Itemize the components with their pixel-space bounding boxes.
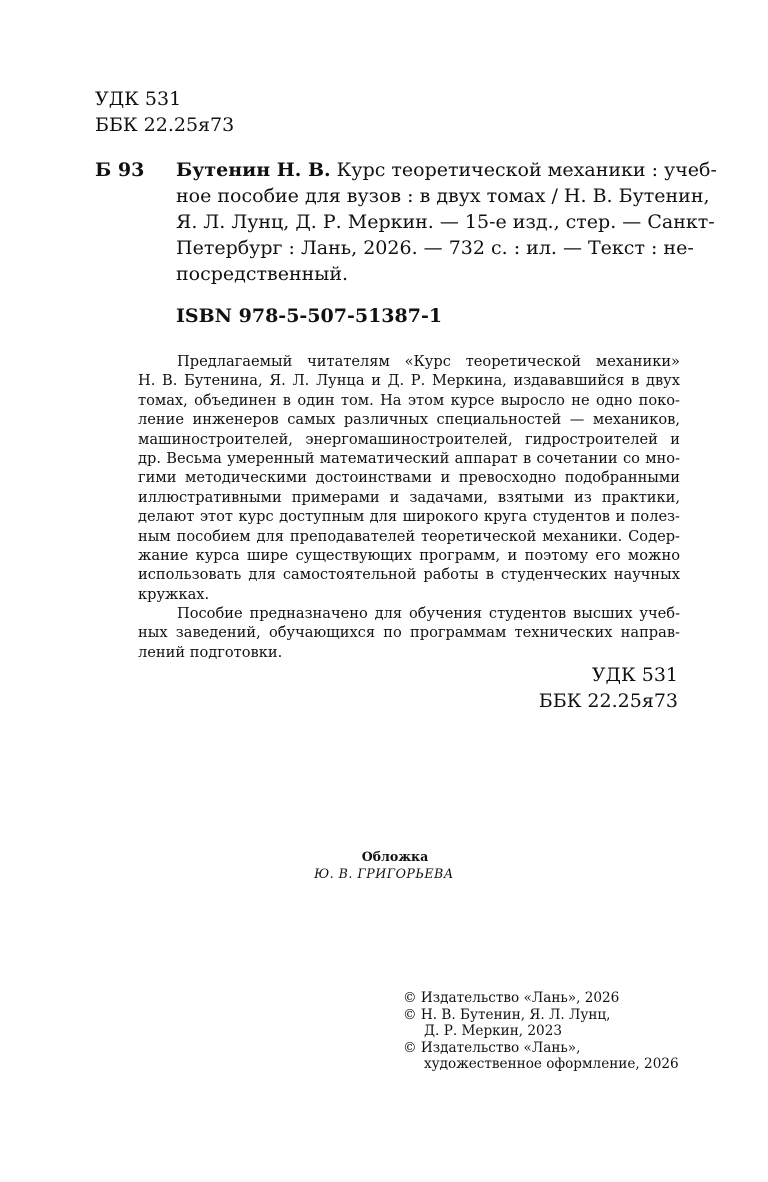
copyright-line: © Н. В. Бутенин, Я. Л. Лунц,	[403, 1006, 611, 1023]
isbn: ISBN 978-5-507-51387-1	[176, 305, 443, 327]
annotation-line: ным пособием для преподавателей теоретической механики. Содер-	[138, 527, 680, 545]
cover-credit	[0, 848, 768, 882]
copyright-line: © Издательство «Лань», 2026	[403, 990, 620, 1006]
udk-code: УДК 531	[591, 664, 678, 686]
description-line: Петербург : Лань, 2026. — 732 с. : ил. — Текст : не-	[176, 237, 694, 259]
bbk-code: ББК 22.25я73	[95, 114, 235, 136]
description-line	[176, 157, 717, 183]
annotation-line: др. Весьма умеренный математический аппарат в сочетании со мно-	[138, 449, 680, 467]
description-line: посредственный.	[176, 263, 349, 285]
annotation-line: гими методическими достоинствами и превосходно подобранными	[138, 469, 680, 487]
description-line: Я. Л. Лунц, Д. Р. Меркин. — 15-е изд., стер. — Санкт-	[176, 211, 715, 233]
cover-designer: Ю. В. ГРИГОРЬЕВА	[314, 866, 454, 881]
udk-code: УДК 531	[95, 88, 182, 110]
classification-top	[95, 86, 234, 138]
author-mark: Б 93	[95, 159, 145, 181]
copyright-line: © Издательство «Лань»,	[403, 1039, 581, 1056]
annotation-line: томах, объединен в один том. На этом курсе выросло не одно поко-	[138, 391, 680, 409]
bibliographic-description	[176, 157, 717, 287]
annotation-line: иллюстративными примерами и задачами, взятыми из практики,	[138, 488, 680, 506]
title-text: Курс теоретической механики : учеб-	[330, 159, 717, 181]
author-name: Бутенин Н. В.	[176, 159, 331, 181]
cover-label: Обложка	[361, 849, 429, 864]
description-line: ное пособие для вузов : в двух томах / Н. В. Бутенин,	[176, 185, 710, 207]
annotation-line: Н. В. Бутенина, Я. Л. Лунца и Д. Р. Меркина, издававшийся в двух	[138, 372, 680, 390]
annotation-line: лений подготовки.	[138, 643, 283, 661]
annotation-line: Предлагаемый читателям «Курс теоретической механики»	[177, 353, 680, 370]
annotation-line: кружках.	[138, 585, 210, 603]
classification-bottom	[539, 662, 678, 714]
copyright-line: Д. Р. Меркин, 2023	[424, 1023, 563, 1040]
annotation-line: использовать для самостоятельной работы в студенческих научных	[138, 566, 680, 584]
annotation-line: жание курса шире существующих программ, и поэтому его можно	[138, 546, 680, 564]
copyright-block	[403, 990, 679, 1073]
annotation-line: ных заведений, обучающихся по программам технических направ-	[138, 624, 680, 642]
annotation-line: ление инженеров самых различных специальностей — механиков,	[138, 411, 680, 429]
annotation	[138, 352, 680, 662]
copyright-line: художественное оформление, 2026	[424, 1056, 679, 1073]
annotation-line: Пособие предназначено для обучения студентов высших учеб-	[177, 605, 680, 623]
bbk-code: ББК 22.25я73	[538, 690, 678, 712]
annotation-line: делают этот курс доступным для широкого круга студентов и полез-	[138, 508, 680, 526]
annotation-line: машиностроителей, энергомашиностроителей, гидростроителей и	[138, 430, 680, 448]
